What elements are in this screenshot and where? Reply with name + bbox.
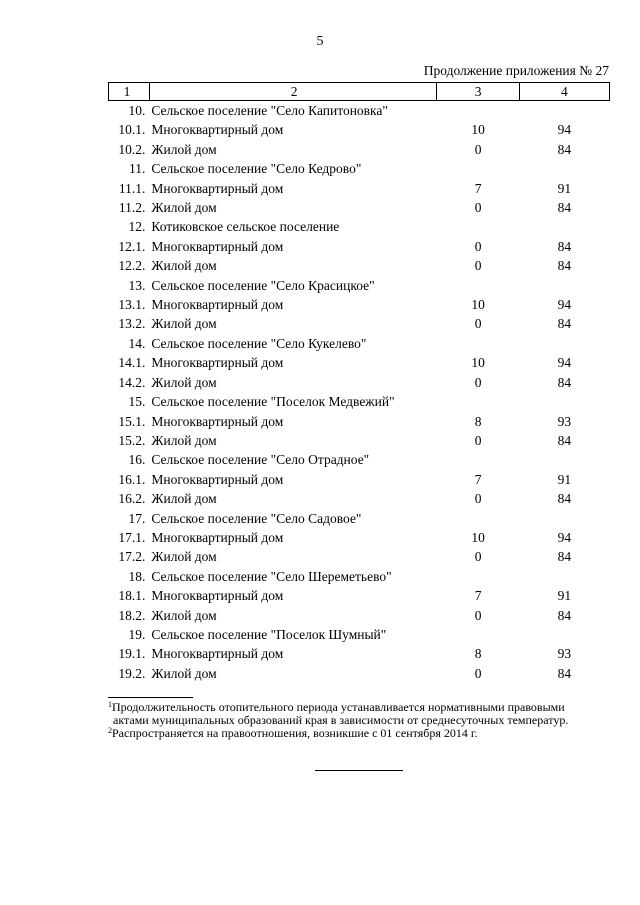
row-value-col4: 84: [557, 141, 572, 157]
row-value-col4: 93: [557, 646, 572, 662]
row-value-col3: 0: [474, 374, 482, 390]
footnote-2-mark: 2: [108, 726, 112, 735]
table-row: [109, 392, 610, 411]
row-name: Жилой дом: [151, 549, 217, 565]
table-row: [109, 625, 610, 644]
footnote-1-mark: 1: [108, 700, 112, 709]
table-row: [109, 606, 610, 625]
page-number: 5: [316, 34, 324, 49]
row-name: Многоквартирный дом: [151, 297, 284, 313]
row-number: 18.: [128, 568, 146, 584]
table-row: [109, 179, 610, 198]
row-number: 12.: [128, 219, 146, 235]
table-row: [109, 431, 610, 450]
row-value-col4: 84: [557, 316, 572, 332]
row-value-col3: [437, 567, 519, 586]
table-row: [109, 470, 610, 489]
footnote-separator: [108, 697, 193, 698]
row-name: Жилой дом: [151, 491, 217, 507]
row-number: 11.1.: [118, 180, 146, 196]
row-value-col3: 0: [474, 549, 482, 565]
row-value-col3: [437, 159, 519, 178]
row-value-col3: 8: [474, 413, 482, 429]
table-row: [109, 217, 610, 236]
header-col-4: 4: [519, 83, 609, 101]
table-row: [109, 586, 610, 605]
row-name: Многоквартирный дом: [151, 646, 284, 662]
row-name: Жилой дом: [151, 200, 217, 216]
row-number: 19.2.: [118, 665, 146, 681]
row-name: Сельское поселение "Село Кедрово": [151, 161, 362, 177]
row-value-col4: 94: [557, 122, 572, 138]
row-value-col4: [519, 159, 609, 178]
table-row: [109, 528, 610, 547]
row-value-col3: 0: [474, 200, 482, 216]
row-value-col3: [437, 334, 519, 353]
table-row: [109, 644, 610, 663]
tariff-table: [108, 82, 610, 683]
row-name: Сельское поселение "Село Шереметьево": [151, 568, 392, 584]
row-number: 19.1.: [118, 646, 146, 662]
header-col-3: 3: [437, 83, 519, 101]
row-name: Сельское поселение "Село Красицкое": [151, 277, 375, 293]
row-number: 15.: [128, 394, 146, 410]
table-row: [109, 276, 610, 295]
row-number: 13.2.: [118, 316, 146, 332]
row-value-col3: 10: [471, 122, 485, 138]
row-number: 13.1.: [118, 297, 146, 313]
row-name: Многоквартирный дом: [151, 529, 284, 545]
row-value-col3: 10: [471, 297, 485, 313]
row-value-col3: 7: [474, 180, 482, 196]
table-header-row: [109, 83, 610, 101]
row-value-col3: [437, 625, 519, 644]
row-value-col4: 94: [557, 529, 572, 545]
row-number: 11.: [129, 161, 146, 177]
row-name: Жилой дом: [151, 141, 217, 157]
row-name: Многоквартирный дом: [151, 238, 284, 254]
row-number: 10.2.: [118, 141, 146, 157]
table-row: [109, 567, 610, 586]
row-name: Сельское поселение "Поселок Медвежий": [151, 394, 395, 410]
row-value-col4: [519, 101, 609, 121]
footnote-2: [108, 727, 610, 740]
row-value-col4: 84: [557, 549, 572, 565]
table-row: [109, 664, 610, 683]
table-row: [109, 334, 610, 353]
row-name: Сельское поселение "Село Отрадное": [151, 452, 370, 468]
row-number: 16.2.: [118, 491, 146, 507]
row-name: Многоквартирный дом: [151, 588, 284, 604]
row-number: 12.2.: [118, 258, 146, 274]
row-name: Сельское поселение "Поселок Шумный": [151, 626, 387, 642]
row-value-col3: [437, 276, 519, 295]
row-value-col4: 84: [557, 238, 572, 254]
table-row: [109, 489, 610, 508]
row-value-col4: [519, 625, 609, 644]
table-row: [109, 295, 610, 314]
row-value-col3: 0: [474, 607, 482, 623]
row-name: Многоквартирный дом: [151, 471, 284, 487]
row-number: 10.: [128, 103, 146, 118]
row-value-col4: 91: [557, 471, 572, 487]
table-row: [109, 509, 610, 528]
table-row: [109, 140, 610, 159]
row-value-col4: 94: [557, 297, 572, 313]
table-row: [109, 198, 610, 217]
row-value-col4: [519, 217, 609, 236]
row-number: 18.1.: [118, 588, 146, 604]
row-value-col3: 0: [474, 665, 482, 681]
table-row: [109, 450, 610, 469]
row-value-col4: 84: [557, 258, 572, 274]
row-number: 19.: [128, 626, 146, 642]
row-number: 15.2.: [118, 432, 146, 448]
row-value-col3: 0: [474, 432, 482, 448]
row-value-col4: [519, 450, 609, 469]
footnote-2-text: Распространяется на правоотношения, возникшие с 01 сентября 2014 г.: [112, 726, 478, 740]
row-name: Многоквартирный дом: [151, 355, 284, 371]
row-value-col3: 10: [471, 529, 485, 545]
table-row: [109, 159, 610, 178]
row-value-col4: [519, 334, 609, 353]
row-value-col3: 0: [474, 258, 482, 274]
table-row: [109, 353, 610, 372]
row-name: Сельское поселение "Село Садовое": [151, 510, 362, 526]
table-row: [109, 237, 610, 256]
row-number: 11.2.: [118, 200, 146, 216]
row-value-col4: [519, 567, 609, 586]
row-value-col3: 8: [474, 646, 482, 662]
continuation-caption: Продолжение приложения № 27: [423, 63, 609, 78]
row-value-col3: [437, 450, 519, 469]
row-number: 14.2.: [118, 374, 146, 390]
row-value-col3: 0: [474, 491, 482, 507]
row-number: 18.2.: [118, 607, 146, 623]
table-row: [109, 412, 610, 431]
row-value-col3: [437, 392, 519, 411]
table-row: [109, 373, 610, 392]
row-value-col4: 94: [557, 355, 572, 371]
row-name: Жилой дом: [151, 432, 217, 448]
row-value-col3: 0: [474, 141, 482, 157]
row-number: 16.: [128, 452, 146, 468]
row-value-col4: 84: [557, 200, 572, 216]
row-value-col4: 84: [557, 665, 572, 681]
row-value-col3: [437, 217, 519, 236]
row-number: 15.1.: [118, 413, 146, 429]
end-rule: [315, 770, 403, 771]
row-name: Жилой дом: [151, 607, 217, 623]
row-number: 16.1.: [118, 471, 146, 487]
row-value-col3: [437, 101, 519, 121]
row-name: Жилой дом: [151, 316, 217, 332]
row-name: Жилой дом: [151, 374, 217, 390]
row-value-col3: 7: [474, 588, 482, 604]
row-value-col3: [437, 509, 519, 528]
row-value-col4: 84: [557, 432, 572, 448]
row-value-col4: 93: [557, 413, 572, 429]
table-row: [109, 120, 610, 139]
row-number: 10.1.: [118, 122, 146, 138]
table-row: [109, 314, 610, 333]
row-value-col3: 0: [474, 316, 482, 332]
row-value-col4: 91: [557, 588, 572, 604]
row-value-col4: 91: [557, 180, 572, 196]
row-value-col4: [519, 392, 609, 411]
row-name: Многоквартирный дом: [151, 413, 284, 429]
row-name: Жилой дом: [151, 665, 217, 681]
row-value-col3: 0: [474, 238, 482, 254]
row-name: Сельское поселение "Село Капитоновка": [151, 103, 388, 118]
row-number: 17.1.: [118, 529, 146, 545]
row-number: 12.1.: [118, 238, 146, 254]
footnote-1-continued: актами муниципальных образований края в зависимости от среднесуточных температур.: [113, 713, 569, 727]
footnotes: [108, 701, 610, 740]
row-value-col4: [519, 509, 609, 528]
row-name: Многоквартирный дом: [151, 180, 284, 196]
row-number: 13.: [128, 277, 146, 293]
row-name: Сельское поселение "Село Кукелево": [151, 335, 367, 351]
row-value-col4: [519, 276, 609, 295]
row-name: Жилой дом: [151, 258, 217, 274]
row-value-col3: 7: [474, 471, 482, 487]
row-value-col4: 84: [557, 374, 572, 390]
row-value-col3: 10: [471, 355, 485, 371]
table-row: [109, 547, 610, 566]
table-row: [109, 256, 610, 275]
table-row: [109, 101, 610, 121]
row-name: Котиковское сельское поселение: [151, 219, 340, 235]
row-number: 17.2.: [118, 549, 146, 565]
footnote-1-line-1: Продолжительность отопительного периода устанавливается нормативными правовыми: [112, 700, 565, 714]
row-number: 14.1.: [118, 355, 146, 371]
header-col-1: 1: [109, 83, 150, 101]
header-col-2: 2: [149, 83, 437, 101]
row-value-col4: 84: [557, 491, 572, 507]
row-number: 17.: [128, 510, 146, 526]
row-number: 14.: [128, 335, 146, 351]
row-value-col4: 84: [557, 607, 572, 623]
row-name: Многоквартирный дом: [151, 122, 284, 138]
